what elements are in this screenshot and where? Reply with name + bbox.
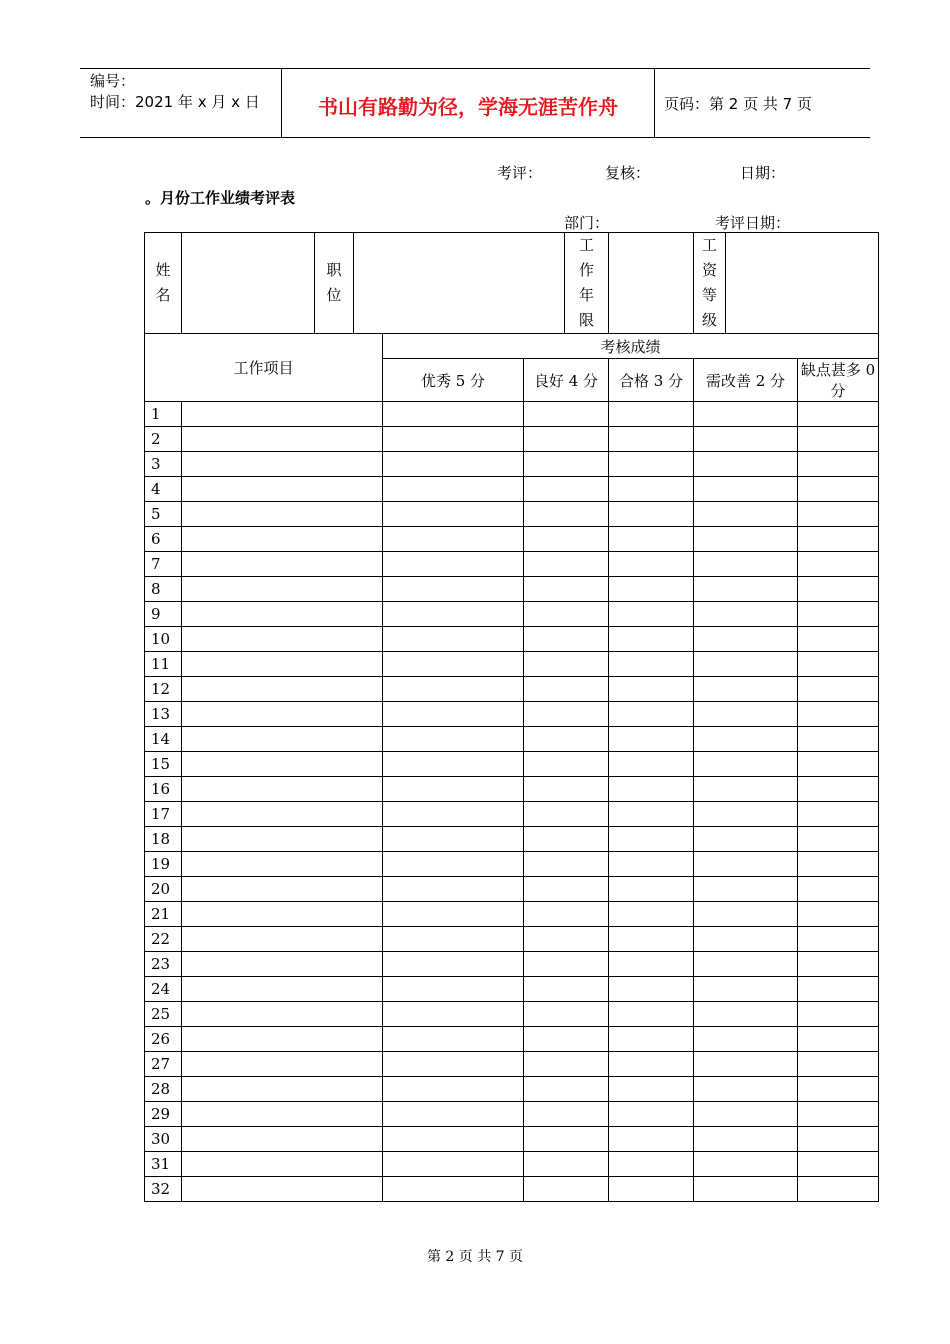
work-item-cell[interactable] xyxy=(182,1127,383,1152)
score-poor-cell[interactable] xyxy=(798,402,879,427)
score-pass-cell[interactable] xyxy=(609,1102,694,1127)
score-improve-cell[interactable] xyxy=(694,877,798,902)
score-excellent-cell[interactable] xyxy=(383,577,524,602)
score-pass-cell[interactable] xyxy=(609,602,694,627)
work-item-cell[interactable] xyxy=(182,652,383,677)
score-poor-cell[interactable] xyxy=(798,1177,879,1202)
table-row xyxy=(145,402,879,427)
table-row xyxy=(145,902,879,927)
score-poor-cell[interactable] xyxy=(798,627,879,652)
work-item-cell[interactable] xyxy=(182,1152,383,1177)
table-row xyxy=(145,877,879,902)
work-item-cell[interactable] xyxy=(182,727,383,752)
score-pass-cell[interactable] xyxy=(609,1077,694,1102)
score-excellent-cell[interactable] xyxy=(383,1052,524,1077)
row-number: 8 xyxy=(145,577,182,602)
score-good-cell[interactable] xyxy=(524,652,609,677)
score-improve-cell[interactable] xyxy=(694,552,798,577)
salary-grade-label: 工 资 等 级 xyxy=(694,233,726,334)
table-row xyxy=(145,852,879,877)
score-pass-cell[interactable] xyxy=(609,802,694,827)
table-row xyxy=(145,1077,879,1102)
score-poor-cell[interactable] xyxy=(798,552,879,577)
table-row xyxy=(145,1002,879,1027)
row-number: 24 xyxy=(145,977,182,1002)
row-number: 27 xyxy=(145,1052,182,1077)
review-date-field: 考评日期： xyxy=(715,214,791,232)
row-number: 30 xyxy=(145,1127,182,1152)
score-good-cell[interactable] xyxy=(524,502,609,527)
score-col-good: 良好 4 分 xyxy=(524,359,609,402)
score-improve-cell[interactable] xyxy=(694,952,798,977)
score-excellent-cell[interactable] xyxy=(383,452,524,477)
table-row xyxy=(145,1027,879,1052)
table-row xyxy=(145,927,879,952)
score-col-improve: 需改善 2 分 xyxy=(694,359,798,402)
score-poor-cell[interactable] xyxy=(798,652,879,677)
row-number: 1 xyxy=(145,402,182,427)
score-improve-cell[interactable] xyxy=(694,652,798,677)
score-excellent-cell[interactable] xyxy=(383,777,524,802)
score-pass-cell[interactable] xyxy=(609,527,694,552)
page-footer: 第 2 页 共 7 页 xyxy=(426,1249,524,1265)
score-improve-cell[interactable] xyxy=(694,452,798,477)
item-rows xyxy=(145,402,879,1202)
row-number: 12 xyxy=(145,677,182,702)
score-good-cell[interactable] xyxy=(524,677,609,702)
table-row xyxy=(145,752,879,777)
row-number: 19 xyxy=(145,852,182,877)
score-good-cell[interactable] xyxy=(524,927,609,952)
score-good-cell[interactable] xyxy=(524,1077,609,1102)
score-poor-cell[interactable] xyxy=(798,702,879,727)
score-poor-cell[interactable] xyxy=(798,827,879,852)
score-col-poor: 缺点甚多 0 分 xyxy=(798,359,879,402)
review-field: 考评： xyxy=(497,164,543,182)
score-good-cell[interactable] xyxy=(524,402,609,427)
date-field: 日期： xyxy=(740,164,786,182)
score-improve-cell[interactable] xyxy=(694,1152,798,1177)
score-good-cell[interactable] xyxy=(524,952,609,977)
score-excellent-cell[interactable] xyxy=(383,852,524,877)
department-field: 部门： xyxy=(564,214,610,232)
score-pass-cell[interactable] xyxy=(609,627,694,652)
score-header: 考核成绩 xyxy=(383,334,879,359)
score-improve-cell[interactable] xyxy=(694,777,798,802)
score-col-excellent: 优秀 5 分 xyxy=(383,359,524,402)
work-item-cell[interactable] xyxy=(182,627,383,652)
score-poor-cell[interactable] xyxy=(798,952,879,977)
row-number: 14 xyxy=(145,727,182,752)
score-pass-cell[interactable] xyxy=(609,502,694,527)
score-good-cell[interactable] xyxy=(524,527,609,552)
table-row xyxy=(145,1177,879,1202)
name-input-cell[interactable] xyxy=(182,233,315,334)
work-item-cell[interactable] xyxy=(182,977,383,1002)
score-poor-cell[interactable] xyxy=(798,602,879,627)
score-good-cell[interactable] xyxy=(524,802,609,827)
row-number: 2 xyxy=(145,427,182,452)
score-good-cell[interactable] xyxy=(524,1177,609,1202)
table-row xyxy=(145,1102,879,1127)
score-improve-cell[interactable] xyxy=(694,927,798,952)
work-item-cell[interactable] xyxy=(182,1027,383,1052)
score-poor-cell[interactable] xyxy=(798,477,879,502)
score-poor-cell[interactable] xyxy=(798,427,879,452)
work-item-cell[interactable] xyxy=(182,1077,383,1102)
work-item-cell[interactable] xyxy=(182,552,383,577)
work-item-cell[interactable] xyxy=(182,402,383,427)
score-improve-cell[interactable] xyxy=(694,527,798,552)
score-excellent-cell[interactable] xyxy=(383,952,524,977)
table-row xyxy=(145,477,879,502)
score-excellent-cell[interactable] xyxy=(383,652,524,677)
row-number: 11 xyxy=(145,652,182,677)
table-row xyxy=(145,777,879,802)
info-row xyxy=(145,233,879,334)
score-improve-cell[interactable] xyxy=(694,577,798,602)
score-excellent-cell[interactable] xyxy=(383,752,524,777)
table-row xyxy=(145,452,879,477)
score-poor-cell[interactable] xyxy=(798,677,879,702)
table-row xyxy=(145,1152,879,1177)
score-excellent-cell[interactable] xyxy=(383,877,524,902)
table-row xyxy=(145,677,879,702)
score-poor-cell[interactable] xyxy=(798,502,879,527)
score-pass-cell[interactable] xyxy=(609,652,694,677)
table-row xyxy=(145,727,879,752)
score-excellent-cell[interactable] xyxy=(383,1077,524,1102)
score-poor-cell[interactable] xyxy=(798,752,879,777)
row-number: 28 xyxy=(145,1077,182,1102)
score-poor-cell[interactable] xyxy=(798,577,879,602)
table-row xyxy=(145,627,879,652)
work-item-cell[interactable] xyxy=(182,527,383,552)
work-item-cell[interactable] xyxy=(182,427,383,452)
score-excellent-cell[interactable] xyxy=(383,427,524,452)
work-item-cell[interactable] xyxy=(182,1102,383,1127)
score-pass-cell[interactable] xyxy=(609,877,694,902)
score-excellent-cell[interactable] xyxy=(383,927,524,952)
work-item-cell[interactable] xyxy=(182,1002,383,1027)
score-poor-cell[interactable] xyxy=(798,927,879,952)
score-good-cell[interactable] xyxy=(524,777,609,802)
score-excellent-cell[interactable] xyxy=(383,802,524,827)
score-improve-cell[interactable] xyxy=(694,627,798,652)
row-number: 20 xyxy=(145,877,182,902)
evaluation-table xyxy=(144,232,879,1202)
date-label: 时间：2021 年 x 月 x 日 xyxy=(90,93,260,111)
row-number: 26 xyxy=(145,1027,182,1052)
row-number: 16 xyxy=(145,777,182,802)
score-good-cell[interactable] xyxy=(524,827,609,852)
score-good-cell[interactable] xyxy=(524,702,609,727)
score-excellent-cell[interactable] xyxy=(383,702,524,727)
score-good-cell[interactable] xyxy=(524,627,609,652)
position-label: 职 位 xyxy=(315,233,354,334)
row-number: 32 xyxy=(145,1177,182,1202)
work-item-cell[interactable] xyxy=(182,952,383,977)
row-number: 18 xyxy=(145,827,182,852)
row-number: 4 xyxy=(145,477,182,502)
score-pass-cell[interactable] xyxy=(609,477,694,502)
form-title: 。月份工作业绩考评表 xyxy=(145,189,296,207)
row-number: 13 xyxy=(145,702,182,727)
score-poor-cell[interactable] xyxy=(798,1077,879,1102)
work-item-header: 工作项目 xyxy=(145,334,383,402)
score-good-cell[interactable] xyxy=(524,902,609,927)
work-item-cell[interactable] xyxy=(182,477,383,502)
score-poor-cell[interactable] xyxy=(798,977,879,1002)
score-improve-cell[interactable] xyxy=(694,752,798,777)
score-excellent-cell[interactable] xyxy=(383,827,524,852)
score-pass-cell[interactable] xyxy=(609,952,694,977)
table-row xyxy=(145,652,879,677)
row-number: 17 xyxy=(145,802,182,827)
score-excellent-cell[interactable] xyxy=(383,1127,524,1152)
recheck-field: 复核： xyxy=(605,164,651,182)
score-improve-cell[interactable] xyxy=(694,1052,798,1077)
work-item-cell[interactable] xyxy=(182,502,383,527)
score-improve-cell[interactable] xyxy=(694,977,798,1002)
score-pass-cell[interactable] xyxy=(609,452,694,477)
work-years-label: 工 作 年 限 xyxy=(565,233,609,334)
work-item-cell[interactable] xyxy=(182,877,383,902)
score-pass-cell[interactable] xyxy=(609,402,694,427)
row-number: 23 xyxy=(145,952,182,977)
score-good-cell[interactable] xyxy=(524,1127,609,1152)
score-excellent-cell[interactable] xyxy=(383,1002,524,1027)
work-item-cell[interactable] xyxy=(182,677,383,702)
score-poor-cell[interactable] xyxy=(798,1027,879,1052)
score-pass-cell[interactable] xyxy=(609,927,694,952)
table-row xyxy=(145,552,879,577)
score-good-cell[interactable] xyxy=(524,877,609,902)
score-excellent-cell[interactable] xyxy=(383,727,524,752)
score-excellent-cell[interactable] xyxy=(383,1027,524,1052)
score-pass-cell[interactable] xyxy=(609,427,694,452)
score-improve-cell[interactable] xyxy=(694,677,798,702)
score-good-cell[interactable] xyxy=(524,1152,609,1177)
salary-grade-input-cell[interactable] xyxy=(726,233,879,334)
score-improve-cell[interactable] xyxy=(694,902,798,927)
score-poor-cell[interactable] xyxy=(798,877,879,902)
score-improve-cell[interactable] xyxy=(694,1102,798,1127)
score-improve-cell[interactable] xyxy=(694,427,798,452)
row-number: 31 xyxy=(145,1152,182,1177)
table-row xyxy=(145,977,879,1002)
score-improve-cell[interactable] xyxy=(694,1177,798,1202)
score-pass-cell[interactable] xyxy=(609,702,694,727)
score-pass-cell[interactable] xyxy=(609,577,694,602)
score-poor-cell[interactable] xyxy=(798,527,879,552)
score-poor-cell[interactable] xyxy=(798,1152,879,1177)
score-excellent-cell[interactable] xyxy=(383,902,524,927)
score-pass-cell[interactable] xyxy=(609,1002,694,1027)
score-improve-cell[interactable] xyxy=(694,852,798,877)
score-excellent-cell[interactable] xyxy=(383,677,524,702)
row-number: 15 xyxy=(145,752,182,777)
work-item-cell[interactable] xyxy=(182,452,383,477)
row-number: 25 xyxy=(145,1002,182,1027)
score-poor-cell[interactable] xyxy=(798,802,879,827)
score-good-cell[interactable] xyxy=(524,1002,609,1027)
score-poor-cell[interactable] xyxy=(798,1002,879,1027)
table-row xyxy=(145,427,879,452)
table-row xyxy=(145,1127,879,1152)
score-poor-cell[interactable] xyxy=(798,1102,879,1127)
score-excellent-cell[interactable] xyxy=(383,402,524,427)
score-good-cell[interactable] xyxy=(524,1102,609,1127)
score-pass-cell[interactable] xyxy=(609,1127,694,1152)
work-item-cell[interactable] xyxy=(182,802,383,827)
row-number: 6 xyxy=(145,527,182,552)
table-row xyxy=(145,952,879,977)
table-row xyxy=(145,827,879,852)
score-excellent-cell[interactable] xyxy=(383,1177,524,1202)
row-number: 5 xyxy=(145,502,182,527)
work-item-cell[interactable] xyxy=(182,577,383,602)
score-good-cell[interactable] xyxy=(524,552,609,577)
table-row xyxy=(145,1052,879,1077)
table-row xyxy=(145,527,879,552)
score-poor-cell[interactable] xyxy=(798,852,879,877)
motto: 书山有路勤为径，学海无涯苦作舟 xyxy=(318,95,618,119)
score-improve-cell[interactable] xyxy=(694,1127,798,1152)
score-good-cell[interactable] xyxy=(524,752,609,777)
score-pass-cell[interactable] xyxy=(609,552,694,577)
score-improve-cell[interactable] xyxy=(694,1077,798,1102)
score-pass-cell[interactable] xyxy=(609,977,694,1002)
score-improve-cell[interactable] xyxy=(694,402,798,427)
work-item-cell[interactable] xyxy=(182,702,383,727)
work-item-cell[interactable] xyxy=(182,1177,383,1202)
score-improve-cell[interactable] xyxy=(694,1002,798,1027)
row-number: 7 xyxy=(145,552,182,577)
score-improve-cell[interactable] xyxy=(694,602,798,627)
score-good-cell[interactable] xyxy=(524,577,609,602)
page-header xyxy=(80,68,870,138)
table-row xyxy=(145,802,879,827)
header-left xyxy=(90,71,260,113)
score-excellent-cell[interactable] xyxy=(383,527,524,552)
score-pass-cell[interactable] xyxy=(609,827,694,852)
work-item-cell[interactable] xyxy=(182,752,383,777)
score-good-cell[interactable] xyxy=(524,1027,609,1052)
score-improve-cell[interactable] xyxy=(694,502,798,527)
score-pass-cell[interactable] xyxy=(609,777,694,802)
header-page-info: 页码：第 2 页 共 7 页 xyxy=(664,95,812,113)
score-good-cell[interactable] xyxy=(524,727,609,752)
score-pass-cell[interactable] xyxy=(609,1152,694,1177)
work-item-cell[interactable] xyxy=(182,1052,383,1077)
score-improve-cell[interactable] xyxy=(694,827,798,852)
score-poor-cell[interactable] xyxy=(798,452,879,477)
score-col-pass: 合格 3 分 xyxy=(609,359,694,402)
work-years-input-cell[interactable] xyxy=(609,233,694,334)
score-good-cell[interactable] xyxy=(524,427,609,452)
score-good-cell[interactable] xyxy=(524,477,609,502)
work-item-cell[interactable] xyxy=(182,827,383,852)
score-excellent-cell[interactable] xyxy=(383,477,524,502)
score-pass-cell[interactable] xyxy=(609,727,694,752)
score-pass-cell[interactable] xyxy=(609,852,694,877)
work-item-cell[interactable] xyxy=(182,927,383,952)
score-pass-cell[interactable] xyxy=(609,1027,694,1052)
score-good-cell[interactable] xyxy=(524,602,609,627)
score-pass-cell[interactable] xyxy=(609,902,694,927)
row-number: 22 xyxy=(145,927,182,952)
row-number: 10 xyxy=(145,627,182,652)
work-item-cell[interactable] xyxy=(182,902,383,927)
score-excellent-cell[interactable] xyxy=(383,1152,524,1177)
score-pass-cell[interactable] xyxy=(609,1052,694,1077)
score-improve-cell[interactable] xyxy=(694,802,798,827)
table-row xyxy=(145,702,879,727)
score-improve-cell[interactable] xyxy=(694,477,798,502)
score-pass-cell[interactable] xyxy=(609,677,694,702)
score-good-cell[interactable] xyxy=(524,977,609,1002)
score-improve-cell[interactable] xyxy=(694,702,798,727)
table-row xyxy=(145,577,879,602)
score-improve-cell[interactable] xyxy=(694,727,798,752)
score-poor-cell[interactable] xyxy=(798,1127,879,1152)
score-excellent-cell[interactable] xyxy=(383,977,524,1002)
score-excellent-cell[interactable] xyxy=(383,602,524,627)
score-good-cell[interactable] xyxy=(524,1052,609,1077)
code-label: 编号： xyxy=(90,72,136,90)
work-item-cell[interactable] xyxy=(182,602,383,627)
table-row xyxy=(145,502,879,527)
position-input-cell[interactable] xyxy=(354,233,565,334)
score-improve-cell[interactable] xyxy=(694,1027,798,1052)
row-number: 29 xyxy=(145,1102,182,1127)
score-excellent-cell[interactable] xyxy=(383,627,524,652)
row-number: 3 xyxy=(145,452,182,477)
score-excellent-cell[interactable] xyxy=(383,1102,524,1127)
score-poor-cell[interactable] xyxy=(798,1052,879,1077)
score-poor-cell[interactable] xyxy=(798,777,879,802)
table-row xyxy=(145,602,879,627)
header-divider xyxy=(654,69,655,137)
score-poor-cell[interactable] xyxy=(798,727,879,752)
score-poor-cell[interactable] xyxy=(798,902,879,927)
row-number: 9 xyxy=(145,602,182,627)
score-good-cell[interactable] xyxy=(524,452,609,477)
name-label: 姓 名 xyxy=(145,233,182,334)
score-pass-cell[interactable] xyxy=(609,1177,694,1202)
score-excellent-cell[interactable] xyxy=(383,552,524,577)
score-excellent-cell[interactable] xyxy=(383,502,524,527)
work-item-cell[interactable] xyxy=(182,777,383,802)
header-row-1 xyxy=(145,334,879,359)
score-good-cell[interactable] xyxy=(524,852,609,877)
score-pass-cell[interactable] xyxy=(609,752,694,777)
row-number: 21 xyxy=(145,902,182,927)
work-item-cell[interactable] xyxy=(182,852,383,877)
